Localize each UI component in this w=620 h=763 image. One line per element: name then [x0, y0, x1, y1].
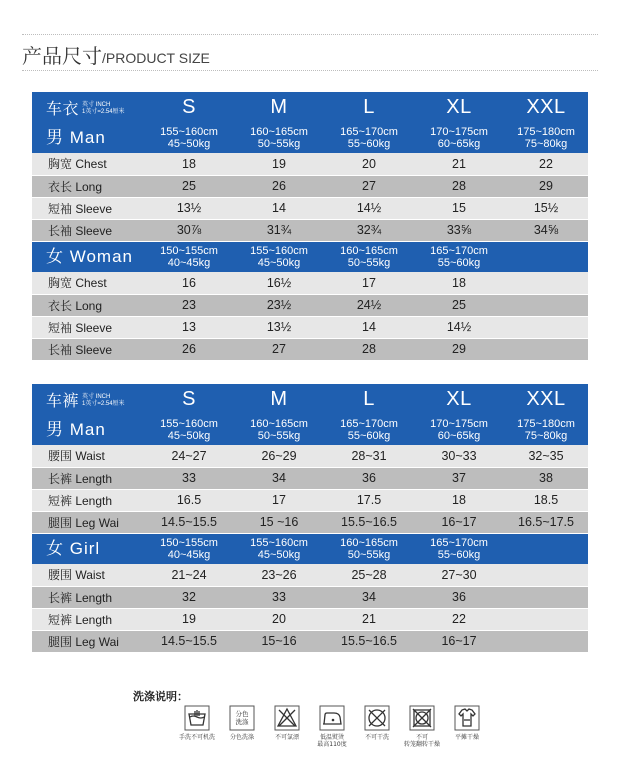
bottom-size-m: M — [234, 384, 324, 414]
care-item — [265, 705, 309, 741]
fit-weight: 45~50kg — [257, 548, 301, 561]
measure-value: 19 — [144, 608, 234, 630]
top-unit-line-2: 1英寸=2.54厘米 — [82, 109, 125, 116]
svg-text:分色: 分色 — [235, 710, 249, 718]
bottom-fit-cell — [144, 533, 234, 564]
top-measure-row — [32, 316, 588, 338]
no-bleach-icon — [274, 705, 300, 731]
fit-weight: 50~55kg — [347, 256, 391, 269]
no-tumble-dry-icon — [409, 705, 435, 731]
fit-height: 160~165cm — [250, 417, 308, 430]
measure-value — [504, 316, 588, 338]
measure-value: 17 — [324, 272, 414, 294]
measure-value: 31¾ — [234, 219, 324, 241]
bottom-size-table — [32, 384, 588, 653]
care-label: 低温熨烫 最高110度 — [317, 734, 347, 748]
measure-value: 15 ~16 — [234, 511, 324, 533]
bottom-fit-cell — [234, 414, 324, 445]
measure-label: 短裤 Length — [32, 489, 144, 511]
measure-value: 13 — [144, 316, 234, 338]
care-label: 不可干洗 — [364, 734, 389, 741]
fit-height: 165~170cm — [430, 536, 488, 549]
top-fit-cell — [414, 122, 504, 153]
measure-value: 14½ — [414, 316, 504, 338]
wash-separately-icon — [229, 705, 255, 731]
measure-value: 26 — [144, 338, 234, 360]
measure-value: 15.5~16.5 — [324, 511, 414, 533]
measure-value: 13½ — [144, 197, 234, 219]
measure-value: 16.5 — [144, 489, 234, 511]
measure-value: 17 — [234, 489, 324, 511]
measure-label: 短裤 Length — [32, 608, 144, 630]
measure-value: 18 — [414, 272, 504, 294]
flat-dry-icon — [454, 705, 480, 731]
measure-value — [504, 608, 588, 630]
care-item — [400, 705, 444, 748]
top-measure-row — [32, 338, 588, 360]
bottom-measure-row — [32, 445, 588, 467]
bottom-size-xl: XL — [414, 384, 504, 414]
measure-value: 36 — [414, 586, 504, 608]
fit-height: 165~170cm — [430, 244, 488, 257]
top-measure-row — [32, 272, 588, 294]
care-item — [220, 705, 264, 741]
bottom-fit-cell — [414, 533, 504, 564]
bottom-measure-row — [32, 511, 588, 533]
measure-value: 14 — [324, 316, 414, 338]
bottom-unit-note — [82, 394, 125, 408]
measure-label: 长裤 Length — [32, 467, 144, 489]
measure-value — [504, 630, 588, 652]
bottom-group-label: 男 Man — [32, 414, 144, 445]
measure-value: 16 — [144, 272, 234, 294]
fit-height: 170~175cm — [430, 417, 488, 430]
fit-weight: 45~50kg — [167, 429, 211, 442]
top-size-xl: XL — [414, 92, 504, 122]
measure-value: 30~33 — [414, 445, 504, 467]
page-title — [22, 40, 210, 69]
title-divider — [22, 70, 598, 71]
top-unit-line-1: 英寸 INCH — [82, 102, 111, 109]
fit-weight: 55~60kg — [347, 137, 391, 150]
bottom-group-row — [32, 533, 588, 564]
measure-value: 20 — [324, 153, 414, 175]
measure-value: 25~28 — [324, 564, 414, 586]
top-size-m: M — [234, 92, 324, 122]
measure-value: 38 — [504, 467, 588, 489]
measure-value: 25 — [414, 294, 504, 316]
measure-value: 16½ — [234, 272, 324, 294]
measure-value: 37 — [414, 467, 504, 489]
measure-value: 22 — [414, 608, 504, 630]
bottom-measure-row — [32, 467, 588, 489]
top-fit-cell — [504, 122, 588, 153]
fit-weight: 60~65kg — [437, 137, 481, 150]
measure-value: 25 — [144, 175, 234, 197]
measure-value: 15½ — [504, 197, 588, 219]
top-fit-cell — [144, 241, 234, 272]
measure-value: 36 — [324, 467, 414, 489]
measure-value: 24½ — [324, 294, 414, 316]
top-fit-cell — [324, 122, 414, 153]
bottom-unit-line-1: 英寸 INCH — [82, 394, 111, 401]
measure-value: 14.5~15.5 — [144, 511, 234, 533]
bottom-measure-row — [32, 489, 588, 511]
measure-value: 18.5 — [504, 489, 588, 511]
care-label: 平摊干燥 — [454, 734, 479, 741]
measure-value: 19 — [234, 153, 324, 175]
measure-value: 15 — [414, 197, 504, 219]
fit-weight: 40~45kg — [167, 548, 211, 561]
measure-value: 34⅝ — [504, 219, 588, 241]
measure-value: 22 — [504, 153, 588, 175]
measure-value: 23½ — [234, 294, 324, 316]
top-fit-cell — [414, 241, 504, 272]
measure-value: 14 — [234, 197, 324, 219]
measure-value — [504, 294, 588, 316]
top-group-row — [32, 241, 588, 272]
fit-height: 175~180cm — [517, 125, 575, 138]
bottom-fit-cell — [234, 533, 324, 564]
top-garment-name: 车衣 — [46, 100, 80, 118]
bottom-size-l: L — [324, 384, 414, 414]
top-measure-row — [32, 197, 588, 219]
fit-weight: 50~55kg — [257, 137, 301, 150]
top-measure-row — [32, 219, 588, 241]
measure-label: 衣长 Long — [32, 294, 144, 316]
fit-height: 155~160cm — [160, 417, 218, 430]
measure-label: 长袖 Sleeve — [32, 219, 144, 241]
bottom-group-row — [32, 414, 588, 445]
fit-height: 160~165cm — [340, 244, 398, 257]
top-fit-cell — [144, 122, 234, 153]
measure-value: 16~17 — [414, 630, 504, 652]
title-en: /PRODUCT SIZE — [102, 50, 210, 66]
bottom-header-row — [32, 384, 588, 414]
bottom-garment-name: 车裤 — [46, 392, 80, 410]
care-title: 洗涤说明： — [133, 690, 188, 703]
measure-value — [504, 586, 588, 608]
fit-height: 155~160cm — [250, 536, 308, 549]
measure-value: 17.5 — [324, 489, 414, 511]
top-unit-note — [82, 102, 125, 116]
fit-height: 155~160cm — [160, 125, 218, 138]
top-fit-cell — [324, 241, 414, 272]
top-group-label: 男 Man — [32, 122, 144, 153]
top-measure-row — [32, 175, 588, 197]
care-label: 手洗不可机洗 — [178, 734, 215, 741]
measure-label: 胸宽 Chest — [32, 272, 144, 294]
top-group-row — [32, 122, 588, 153]
measure-value: 33⅝ — [414, 219, 504, 241]
top-size-l: L — [324, 92, 414, 122]
measure-value: 27 — [234, 338, 324, 360]
measure-value: 23~26 — [234, 564, 324, 586]
measure-value: 14.5~15.5 — [144, 630, 234, 652]
bottom-size-s: S — [144, 384, 234, 414]
measure-value: 34 — [324, 586, 414, 608]
fit-weight: 55~60kg — [437, 256, 481, 269]
fit-height: 175~180cm — [517, 417, 575, 430]
fit-height: 165~170cm — [340, 125, 398, 138]
measure-value: 27~30 — [414, 564, 504, 586]
top-measure-row — [32, 153, 588, 175]
top-measure-row — [32, 294, 588, 316]
measure-label: 衣长 Long — [32, 175, 144, 197]
fit-height: 160~165cm — [250, 125, 308, 138]
care-label: 分色洗涤 — [229, 734, 254, 741]
bottom-fit-cell — [504, 414, 588, 445]
measure-value: 15.5~16.5 — [324, 630, 414, 652]
fit-height: 155~160cm — [250, 244, 308, 257]
fit-weight: 60~65kg — [437, 429, 481, 442]
measure-value: 13½ — [234, 316, 324, 338]
measure-value: 26 — [234, 175, 324, 197]
fit-weight: 45~50kg — [167, 137, 211, 150]
measure-value: 21 — [324, 608, 414, 630]
fit-height: 150~155cm — [160, 536, 218, 549]
measure-value: 33 — [234, 586, 324, 608]
top-size-table — [32, 92, 588, 361]
care-item — [310, 705, 354, 748]
measure-value: 23 — [144, 294, 234, 316]
measure-value: 27 — [324, 175, 414, 197]
measure-value — [504, 564, 588, 586]
measure-value: 16.5~17.5 — [504, 511, 588, 533]
top-header-label — [32, 92, 144, 122]
bottom-measure-row — [32, 630, 588, 652]
care-item — [175, 705, 219, 741]
bottom-size-xxl: XXL — [504, 384, 588, 414]
bottom-header-label — [32, 384, 144, 414]
top-fit-cell — [234, 122, 324, 153]
measure-value: 28~31 — [324, 445, 414, 467]
measure-value: 26~29 — [234, 445, 324, 467]
care-item — [355, 705, 399, 741]
bottom-fit-cell — [504, 533, 588, 564]
fit-weight: 45~50kg — [257, 256, 301, 269]
measure-value: 21 — [414, 153, 504, 175]
bottom-measure-row — [32, 608, 588, 630]
svg-text:洗涤: 洗涤 — [235, 718, 249, 726]
measure-value: 29 — [504, 175, 588, 197]
bottom-fit-cell — [324, 414, 414, 445]
measure-value: 28 — [414, 175, 504, 197]
measure-value: 16~17 — [414, 511, 504, 533]
measure-value: 18 — [414, 489, 504, 511]
measure-label: 腰围 Waist — [32, 564, 144, 586]
title-cn: 产品尺寸 — [22, 44, 102, 68]
top-header-row — [32, 92, 588, 122]
fit-height: 150~155cm — [160, 244, 218, 257]
measure-label: 腿围 Leg Wai — [32, 630, 144, 652]
measure-value: 29 — [414, 338, 504, 360]
top-divider — [22, 34, 598, 35]
fit-weight: 75~80kg — [524, 429, 568, 442]
measure-label: 短袖 Sleeve — [32, 316, 144, 338]
measure-label: 长裤 Length — [32, 586, 144, 608]
bottom-fit-cell — [414, 414, 504, 445]
top-group-label: 女 Woman — [32, 241, 144, 272]
bottom-fit-cell — [324, 533, 414, 564]
measure-value: 21~24 — [144, 564, 234, 586]
measure-value: 14½ — [324, 197, 414, 219]
fit-height: 170~175cm — [430, 125, 488, 138]
measure-value: 20 — [234, 608, 324, 630]
measure-value: 32~35 — [504, 445, 588, 467]
measure-value: 24~27 — [144, 445, 234, 467]
measure-value: 15~16 — [234, 630, 324, 652]
measure-label: 长袖 Sleeve — [32, 338, 144, 360]
fit-height: 165~170cm — [340, 417, 398, 430]
fit-height: 160~165cm — [340, 536, 398, 549]
measure-label: 短袖 Sleeve — [32, 197, 144, 219]
measure-value: 18 — [144, 153, 234, 175]
care-label: 不可 转笼翻转干燥 — [403, 734, 440, 748]
low-iron-icon — [319, 705, 345, 731]
fit-weight: 55~60kg — [347, 429, 391, 442]
measure-value: 28 — [324, 338, 414, 360]
measure-value: 34 — [234, 467, 324, 489]
measure-label: 胸宽 Chest — [32, 153, 144, 175]
bottom-group-label: 女 Girl — [32, 533, 144, 564]
top-fit-cell — [504, 241, 588, 272]
measure-value: 30⅞ — [144, 219, 234, 241]
measure-value — [504, 338, 588, 360]
fit-weight: 55~60kg — [437, 548, 481, 561]
fit-weight: 40~45kg — [167, 256, 211, 269]
care-label: 不可氯漂 — [274, 734, 299, 741]
measure-label: 腿围 Leg Wai — [32, 511, 144, 533]
measure-value: 33 — [144, 467, 234, 489]
measure-value — [504, 272, 588, 294]
measure-label: 腰围 Waist — [32, 445, 144, 467]
care-item — [445, 705, 489, 741]
top-size-xxl: XXL — [504, 92, 588, 122]
fit-weight: 50~55kg — [257, 429, 301, 442]
bottom-unit-line-2: 1英寸=2.54厘米 — [82, 401, 125, 408]
bottom-measure-row — [32, 564, 588, 586]
bottom-measure-row — [32, 586, 588, 608]
no-dry-clean-icon — [364, 705, 390, 731]
no-machine-wash-icon — [184, 705, 210, 731]
bottom-fit-cell — [144, 414, 234, 445]
top-fit-cell — [234, 241, 324, 272]
top-size-s: S — [144, 92, 234, 122]
measure-value: 32¾ — [324, 219, 414, 241]
fit-weight: 75~80kg — [524, 137, 568, 150]
measure-value: 32 — [144, 586, 234, 608]
fit-weight: 50~55kg — [347, 548, 391, 561]
